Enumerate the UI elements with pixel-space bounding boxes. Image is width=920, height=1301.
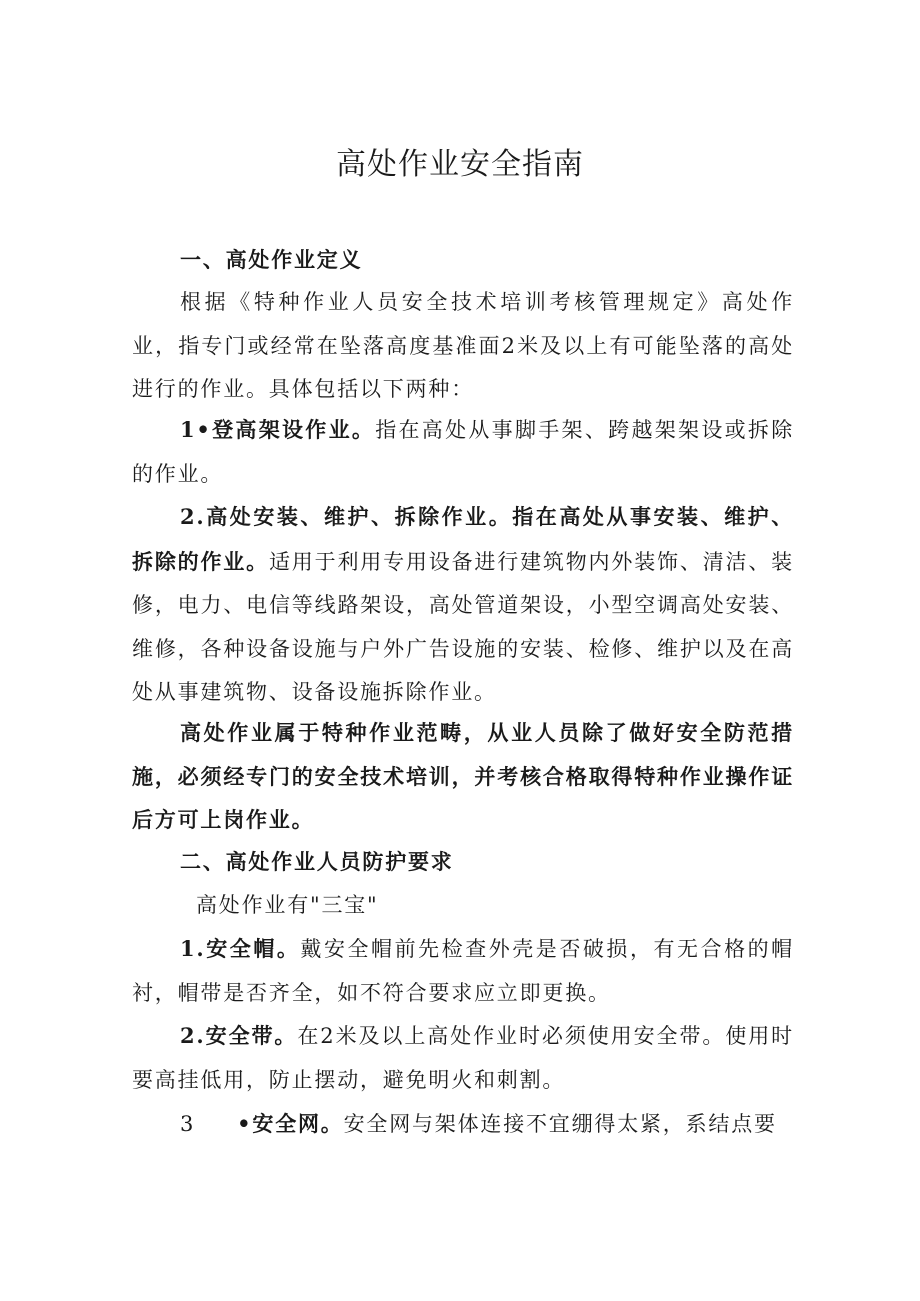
section1-item1-text: 指在高处从事脚手架、跨越架架设或拆除的作业。	[132, 418, 795, 486]
section1-heading: 一、高处作业定义	[180, 247, 363, 272]
section2-item3-text: 安全网与架体连接不宜绷得太紧，系结点要	[343, 1112, 777, 1136]
section2-intro: 高处作业有"三宝"	[196, 893, 379, 917]
section2-item2	[132, 1014, 794, 1102]
section1-item2-text: 适用于利用专用设备进行建筑物内外装饰、清洁、装修，电力、电信等线路架设，高处管道架设，小型空调高处安装、维修，各种设备设施与户外广告设施的安装、检修、维护以及在高处从事建筑物、设备设施拆除作业。	[132, 549, 794, 705]
section2-item3-label: •安全网。	[237, 1111, 344, 1136]
section1-item1-label: 1•登高架设作业。	[180, 417, 376, 442]
section2-item1	[132, 927, 794, 1015]
section1-note: 高处作业属于特种作业范畴，从业人员除了做好安全防范措施，必须经专门的安全技术培训，并考核合格取得特种作业操作证后方可上岗作业。	[132, 720, 794, 833]
section2-item1-text: 戴安全帽前先检查外壳是否破损，有无合格的帽衬，帽带是否齐全，如不符合要求应立即更换。	[132, 937, 794, 1005]
section2-item2-text: 在2米及以上高处作业时必须使用安全带。使用时要高挂低用，防止摆动，避免明火和刺割。	[132, 1024, 794, 1092]
section2-item2-label: 2.安全带。	[180, 1023, 298, 1048]
section1-item2-label: 2.高处安装、维护、拆除作业。指在高处从事安装、维护、拆除的作业。	[132, 504, 794, 574]
section1-item1	[132, 408, 794, 496]
section1-item2	[132, 495, 794, 715]
section2-heading: 二、高处作业人员防护要求	[180, 849, 454, 874]
section2-item1-label: 1.安全帽。	[180, 936, 301, 961]
section2-item3-number: 3	[180, 1112, 196, 1136]
document-title: 高处作业安全指南	[336, 147, 584, 182]
section1-intro: 根据《特种作业人员安全技术培训考核管理规定》高处作业，指专门或经常在坠落高度基准面2米及以上有可能坠落的高处进行的作业。具体包括以下两种：	[132, 290, 794, 402]
section2-item3	[132, 1102, 794, 1147]
